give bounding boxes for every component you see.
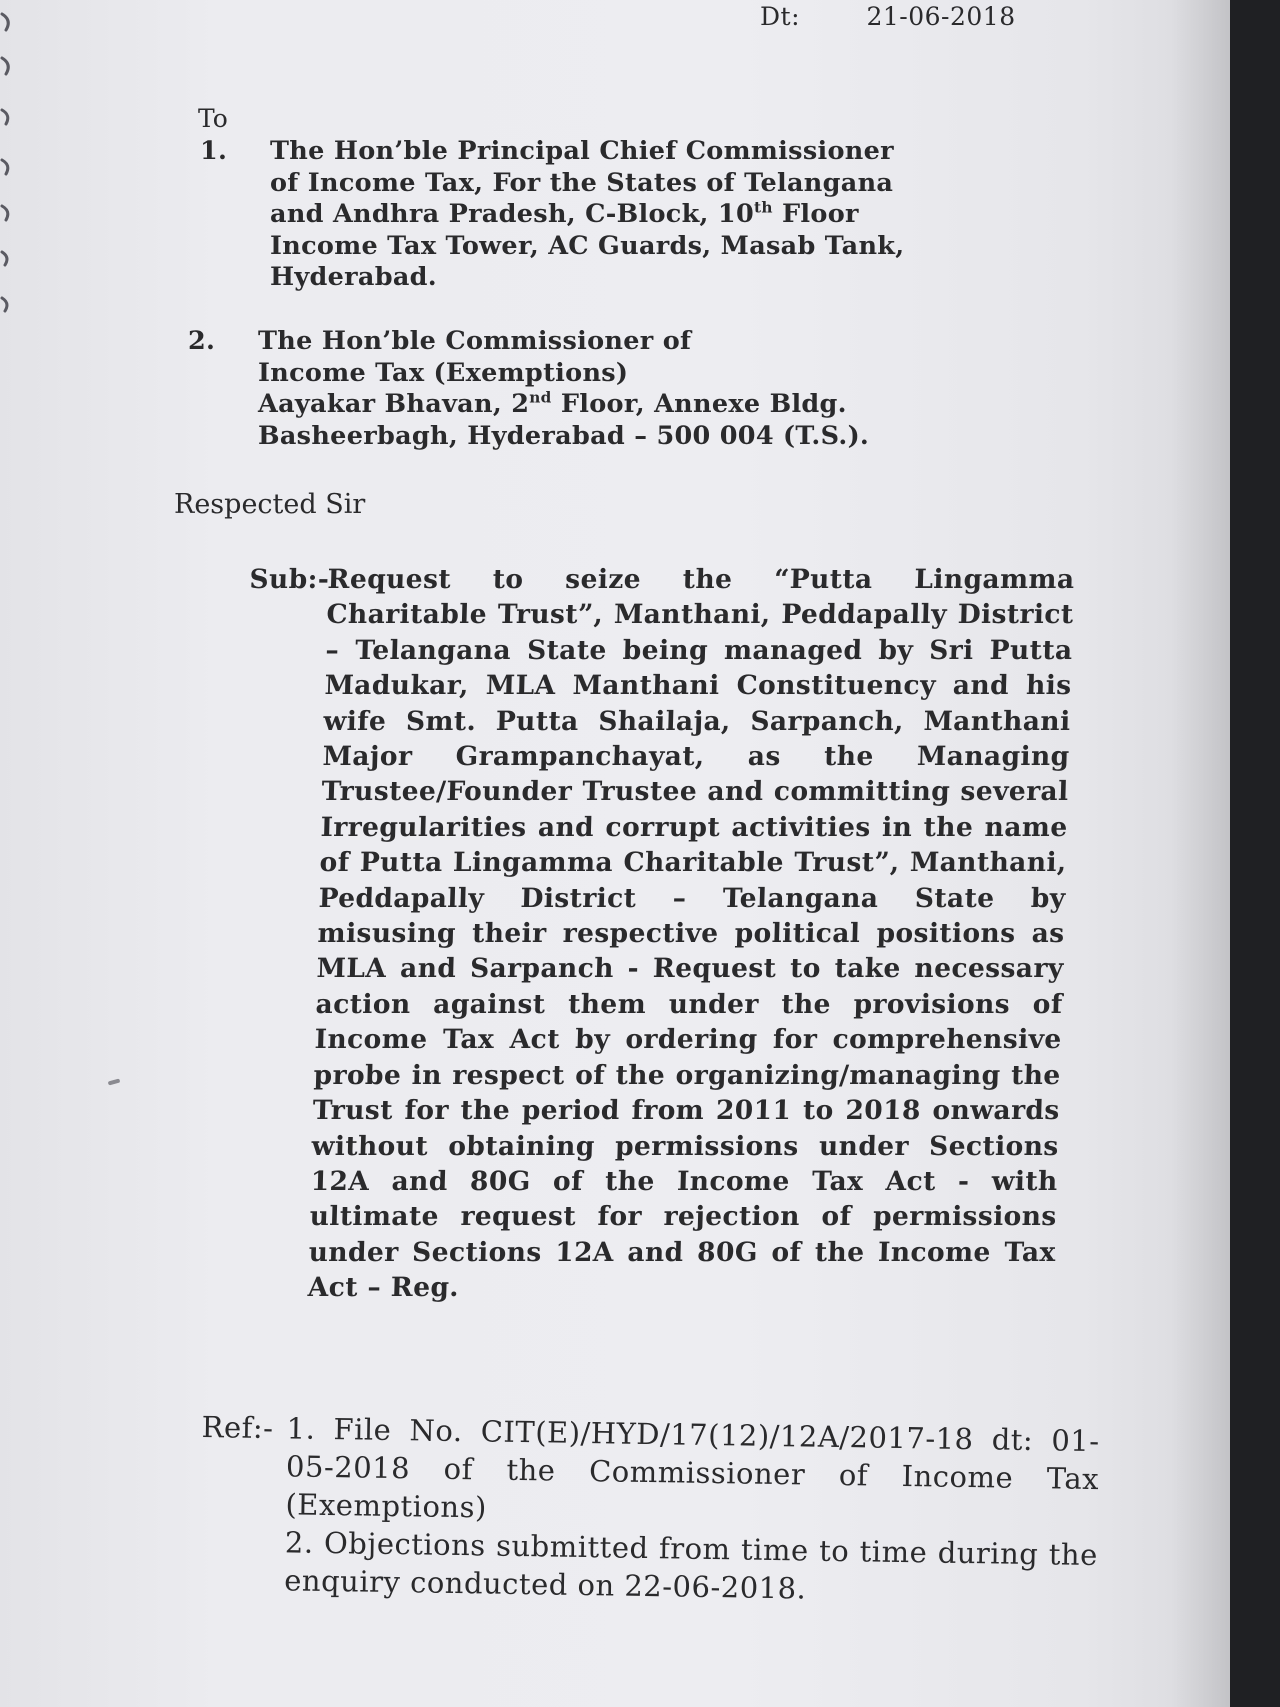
- subject-label: Sub:-: [249, 564, 330, 595]
- date-label: Dt:: [760, 2, 801, 31]
- page-edge-shadow: [1170, 0, 1230, 1707]
- addressee-line: Hyderabad.: [270, 262, 437, 292]
- addressee-number: 2.: [188, 326, 216, 356]
- reference-item: 2. Objections submitted from time to time during the enquiry conducted on 22-06-2018.: [284, 1525, 1099, 1606]
- addressee-number: 1.: [200, 136, 228, 166]
- addressee-2: [188, 326, 958, 452]
- addressee-line: and Andhra Pradesh, C-Block, 10th Floor: [270, 198, 859, 229]
- salutation: Respected Sir: [174, 489, 366, 520]
- date-value: 21-06-2018: [866, 2, 1016, 31]
- stray-ink-mark: [108, 1079, 121, 1086]
- addressee-line: The Hon’ble Commissioner of: [258, 326, 692, 356]
- letter-date: [760, 2, 1016, 31]
- addressee-line: Basheerbagh, Hyderabad – 500 004 (T.S.).: [258, 420, 870, 451]
- reference-list: [284, 1409, 1100, 1612]
- reference-label: Ref:-: [201, 1409, 274, 1446]
- reference-item: 1. File No. CIT(E)/HYD/17(12)/12A/2017-18 dt: 01-05-2018 of the Commissioner of Income Tax (Exemptions): [285, 1411, 1100, 1525]
- addressee-line: The Hon’ble Principal Chief Commissioner: [270, 136, 894, 166]
- addressee-line: Income Tax (Exemptions): [258, 357, 629, 388]
- addressee-line: Aayakar Bhavan, 2nd Floor, Annexe Bldg.: [258, 388, 847, 419]
- addressee-line: Income Tax Tower, AC Guards, Masab Tank,: [270, 230, 905, 261]
- addressee-line: of Income Tax, For the States of Telangana: [270, 167, 894, 198]
- addressee-1: [200, 136, 970, 294]
- subject-block: [229, 562, 1075, 1306]
- reference-block: [199, 1408, 1100, 1612]
- subject-text: Request to seize the “Putta Lingamma Charitable Trust”, Manthani, Peddapally District – Telangana State being managed by Sri Putta Madukar, MLA Manthani Constituency and his wife Smt. Putta Shailaja, Sarpanch, Manthani Major Grampanchayat, as the Managing Trustee/Founder Trustee and committing several Irregularities and corrupt activities in the name of Putta Lingamma Charitable Trust”, Manthani, Peddapally District – Telangana State by misusing their respective political positions as MLA and Sarpanch - Request to take necessary action against them under the provisions of Income Tax Act by ordering for comprehensive probe in respect of the organizing/managing the Trust for the period from 2011 to 2018 onwards without obtaining permissions under Sections 12A and 80G of the Income Tax Act - with ultimate request for rejection of permissions under Sections 12A and 80G of the Income Tax Act – Reg.: [307, 564, 1075, 1304]
- binding-marks: [0, 0, 30, 340]
- to-label: To: [198, 104, 228, 133]
